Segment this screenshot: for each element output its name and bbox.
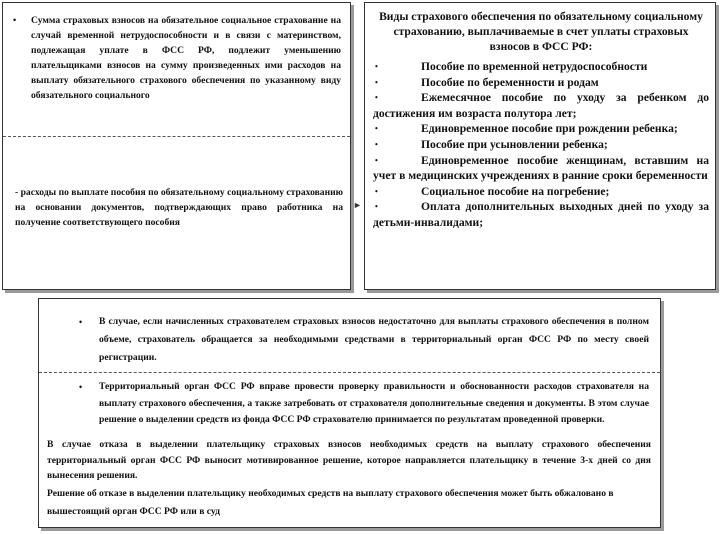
list-item: • Единовременное пособие при рождении ребенка; [375, 122, 678, 136]
insurance-types-heading: Виды страхового обеспечения по обязательному социальному страхованию, выплачиваемые в счет уплаты страховых взносов в ФСС РФ: [379, 10, 703, 53]
arrow-right-icon: ► [353, 200, 362, 210]
section-divider [3, 136, 350, 137]
bullet-icon: • [79, 382, 83, 392]
section-divider [39, 372, 660, 373]
contribution-reduction-text: Сумма страховых взносов на обязательное социальное страхование на случай временной нетрудоспособности и в связи с материнством, подлежащая уплате в ФСС РФ, подлежит уменьшению плательщиками взносов на сумму произведенных ими расходов на выплату обязательного страхового обеспечения по указанному виду обязательного социального [31, 15, 341, 101]
refusal-text: В случае отказа в выделении плательщику страховых взносов необходимых средств на выплату страхового обеспечения территориальный орган ФСС РФ выносит мотивированное решение, которое направляется плательщику в течение 3-х дней со дня вынесения решения. [47, 439, 651, 481]
bullet-icon: • [79, 317, 83, 327]
insufficient-funds-text: В случае, если начисленных страхователем страховых взносов недостаточно для выплаты страхового обеспечения в полном объеме, страхователь обращается за необходимыми средствами в территориальный орган ФСС РФ по месту своей регистрации. [99, 316, 649, 363]
list-item: • Социальное пособие на погребение; [375, 184, 610, 198]
audit-text: Территориальный орган ФСС РФ вправе провести проверку правильности и обоснованности расходов страхователя на выплату страхового обеспечения, а также затребовать от страхователя дополнительные сведения и документы. В этом случае решение о выделении средств из фонда ФСС РФ страхователю принимается по результатам проведенной проверки. [99, 381, 649, 425]
bullet-icon: • [375, 77, 378, 87]
funding-procedure-box [38, 298, 661, 528]
audit-bullet [79, 379, 649, 429]
contribution-reduction-bullet [13, 13, 341, 103]
bullet-icon: • [375, 155, 378, 165]
insurance-types-box [364, 2, 716, 290]
bullet-icon: • [375, 93, 378, 103]
list-item: • Пособие по временной нетрудоспособности [375, 60, 648, 73]
appeal-text: Решение об отказе в выделении плательщику необходимых средств на выплату страхового обеспечения может быть обжаловано в вышестоящий орган ФСС РФ или в суд [47, 488, 614, 517]
bullet-icon: • [375, 139, 378, 149]
bullet-icon: • [375, 186, 378, 196]
bullet-icon: • [375, 124, 378, 134]
list-item: • Пособие при усыновлении ребенка; [375, 137, 608, 151]
bullet-icon: • [375, 62, 378, 71]
expenses-text: - расходы по выплате пособия по обязательному социальному страхованию на основании документов, подтверждающих право работника на получение соответствующего пособия [15, 187, 343, 228]
list-item: • Единовременное пособие женщинам, вставшим на учет в медицинских учреждениях в ранние сроки беременности [373, 153, 709, 183]
insurance-types-list [373, 59, 709, 231]
list-item: • Оплата дополнительных выходных дней по уходу за детьми-инвалидами; [373, 200, 709, 229]
list-item: • Ежемесячное пособие по уходу за ребенком до достижения им возраста полутора лет; [373, 91, 709, 120]
insurance-contributions-box [2, 2, 351, 290]
insufficient-funds-bullet [79, 313, 649, 367]
bullet-icon: • [13, 15, 17, 25]
bullet-icon: • [375, 202, 378, 212]
list-item: • Пособие по беременности и родам [375, 75, 599, 89]
